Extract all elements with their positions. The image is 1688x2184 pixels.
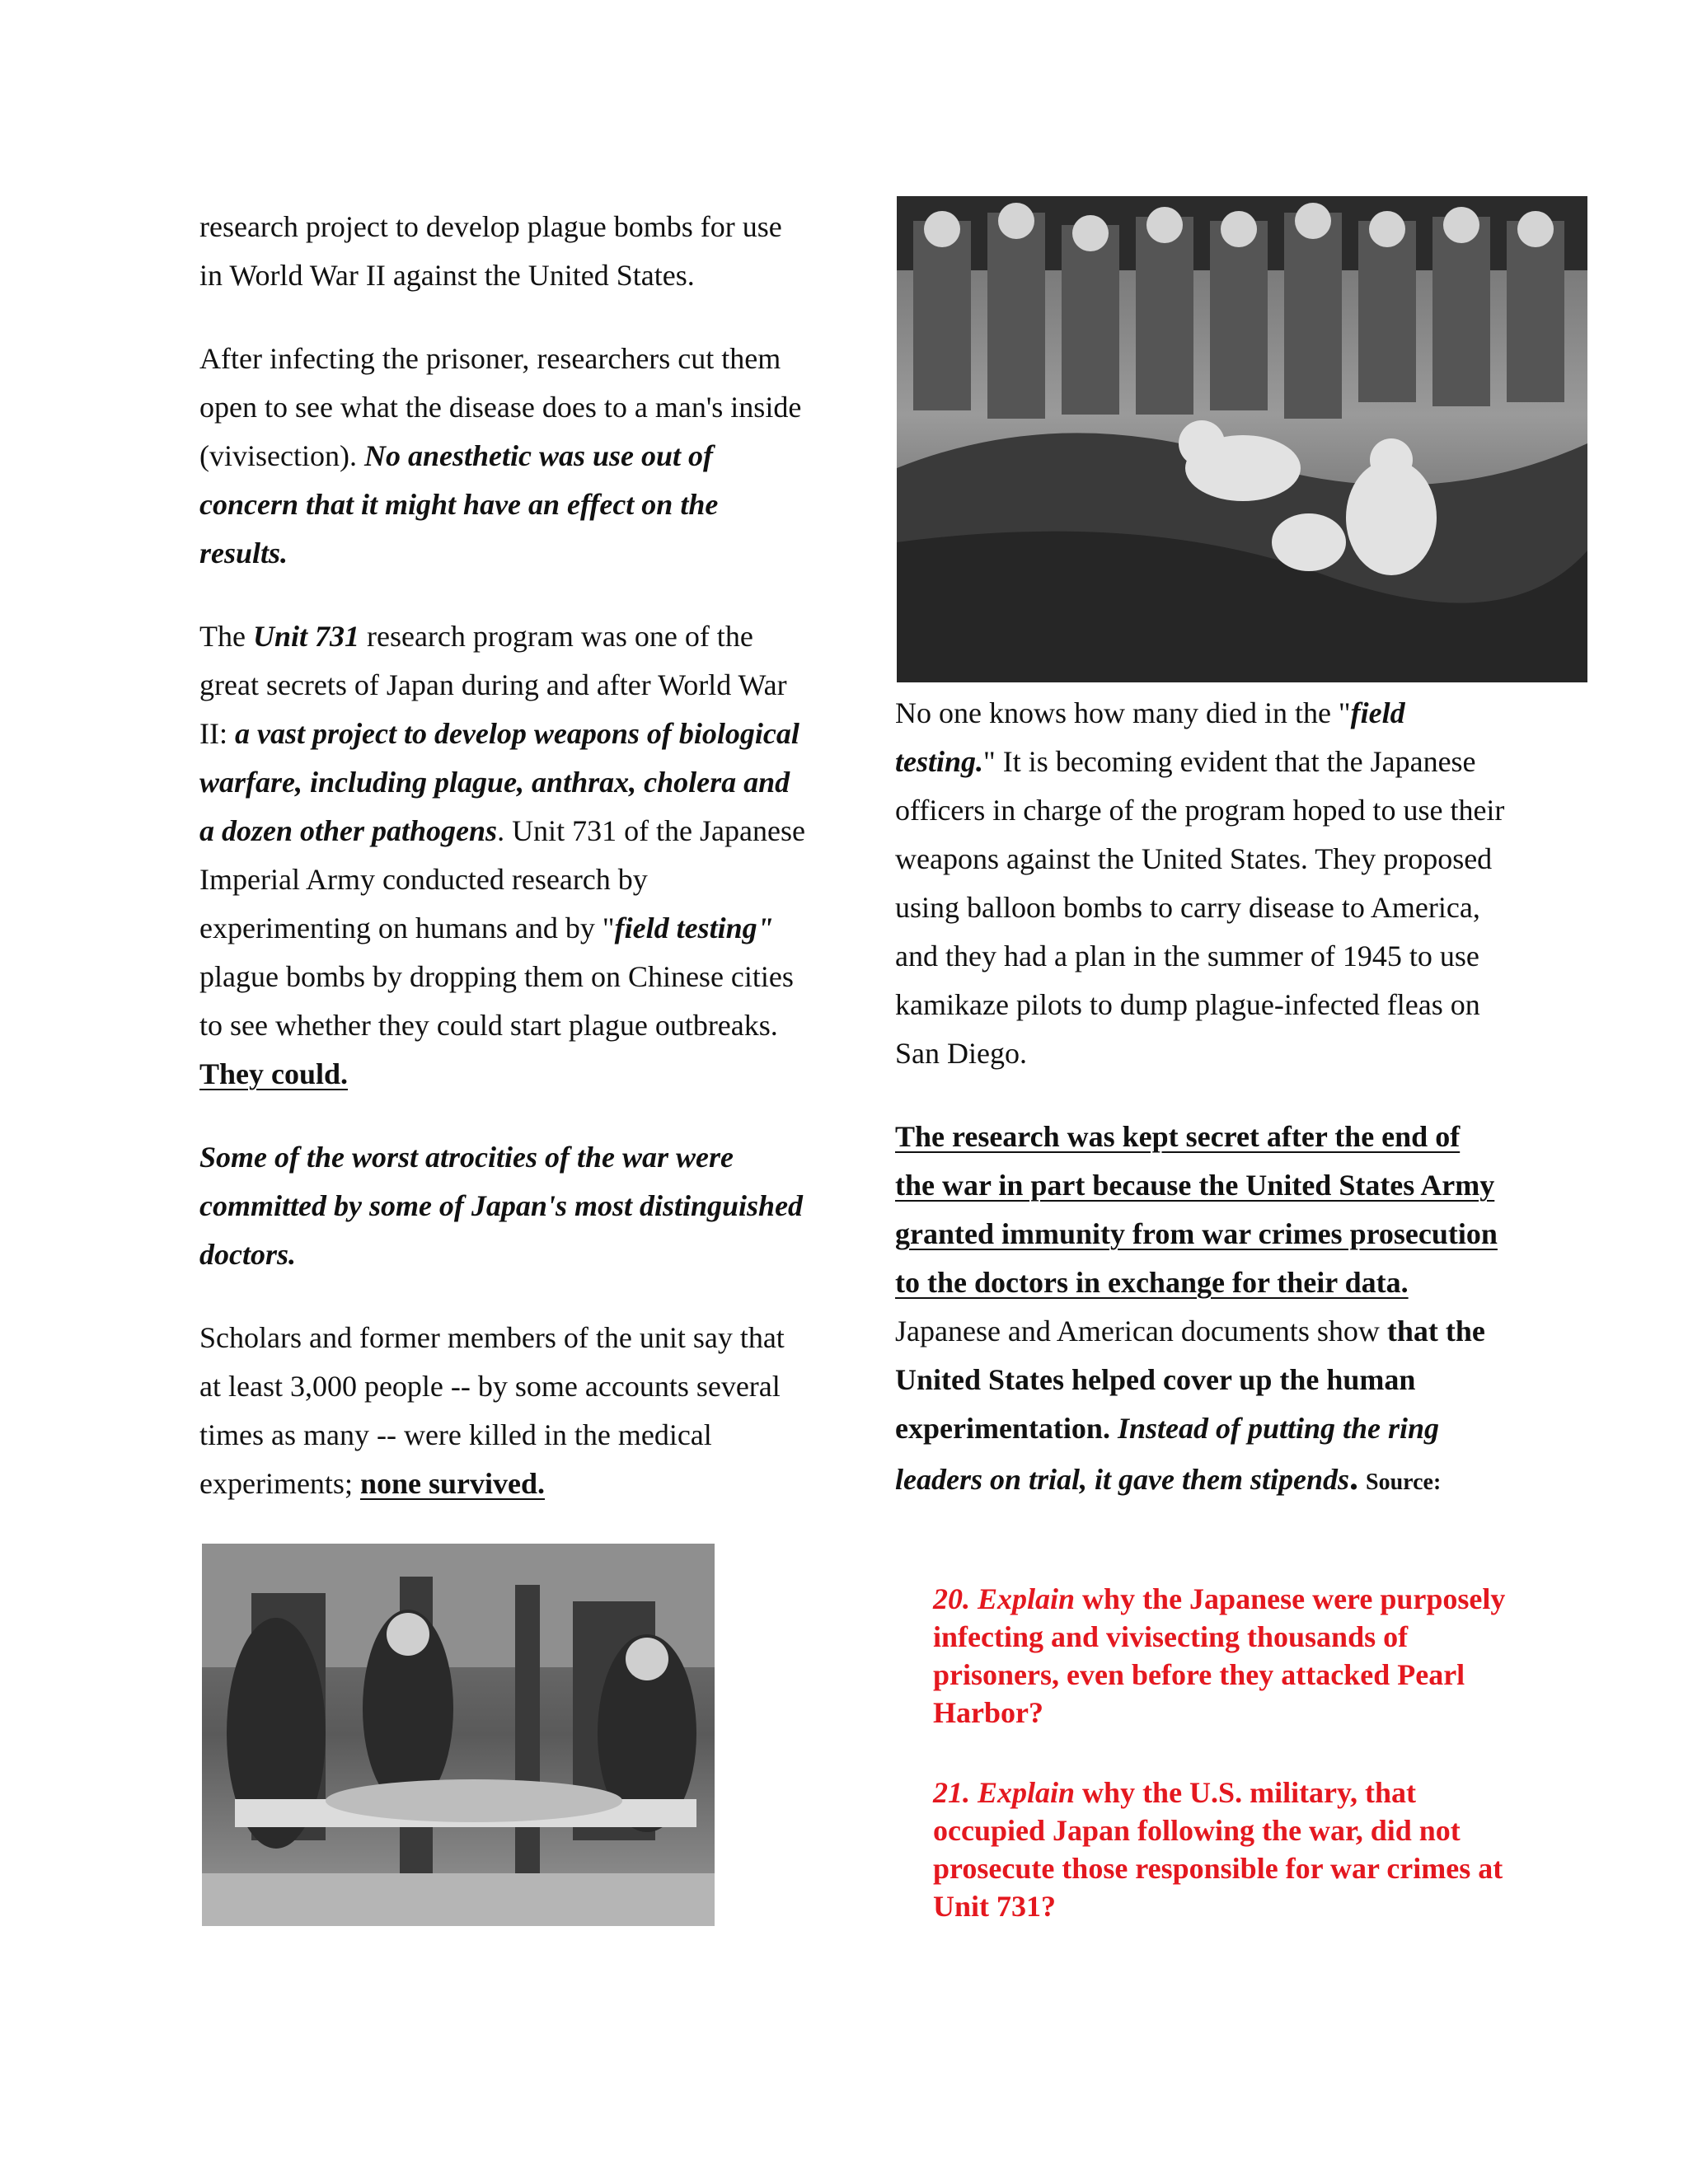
source-label: Source: — [1366, 1469, 1442, 1495]
unit-intro-text: The — [199, 620, 253, 653]
stipends-period: . — [1349, 1457, 1359, 1497]
field-testing-photo-art — [897, 196, 1587, 682]
imperial-army-text: . Unit 731 of the Japanese Imperial Army conducted research by experimenting on humans and by " — [199, 814, 805, 944]
bioweapons-emphasis: a vast project to develop weapons of biological warfare, including plague, anthrax, cholera and a dozen other pathogens — [199, 717, 799, 847]
none-survived-emphasis: none survived. — [359, 1467, 545, 1500]
left-paragraph-5 — [199, 1314, 809, 1508]
balloon-bombs-text: " It is becoming evident that the Japanese officers in charge of the program hoped to use their weapons against the United States. They proposed using balloon bombs to carry disease to America, and they had a plan in the summer of 1945 to use kamikaze pilots to dump plague-infected fleas on San Diego. — [895, 745, 1505, 1070]
question-20-text: why the Japanese were purposely infecting and vivisecting thousands of prisoners, even before they attacked Pearl Harbor? — [933, 1582, 1506, 1729]
they-could-emphasis: They could. — [199, 1057, 349, 1090]
left-paragraph-4: Some of the worst atrocities of the war were committed by some of Japan's most distinguished doctors. — [199, 1141, 804, 1271]
question-20-verb: Explain — [978, 1582, 1076, 1615]
right-paragraph-2 — [895, 1113, 1505, 1507]
field-testing-photo — [897, 196, 1587, 682]
secret-program-text: research program was one of the great secrets of Japan during and after World War II: — [199, 620, 787, 750]
plague-outbreaks-text: plague bombs by dropping them on Chinese cities to see whether they could start plague outbreaks. — [199, 960, 794, 1042]
question-21-number: 21. — [933, 1776, 970, 1809]
cover-up-emphasis: that the United States helped cover up the human experimentation. — [895, 1315, 1485, 1445]
question-20 — [933, 1580, 1526, 1732]
right-paragraph-1 — [895, 689, 1505, 1078]
documents-text: Japanese and American documents show — [895, 1315, 1387, 1347]
left-paragraph-3 — [199, 612, 809, 1099]
unit-731-emphasis: Unit 731 — [252, 620, 359, 653]
left-column — [199, 203, 809, 1508]
stretcher-photo-art — [202, 1544, 715, 1926]
question-21-text: why the U.S. military, that occupied Japan following the war, did not prosecute those responsible for war crimes at Unit 731? — [933, 1776, 1503, 1923]
question-20-number: 20. — [933, 1582, 970, 1615]
killed-count-text: Scholars and former members of the unit say that at least 3,000 people -- by some accounts several times as many -- were killed in the medical experiments; — [199, 1321, 785, 1500]
field-testing-emphasis: field testing" — [614, 912, 774, 944]
stipends-emphasis: Instead of putting the ring leaders on trial, it gave them stipends — [895, 1412, 1440, 1496]
question-21 — [933, 1774, 1526, 1925]
right-column — [895, 689, 1505, 1507]
vivisection-text: After infecting the prisoner, researchers cut them open to see what the disease does to a man's inside (vivisection). — [199, 342, 802, 472]
field-testing-emphasis-right: field testing. — [895, 696, 1405, 778]
anesthetic-emphasis: No anesthetic was use out of concern that it might have an effect on the results. — [199, 439, 719, 569]
stretcher-photo — [202, 1544, 715, 1926]
left-paragraph-1: research project to develop plague bombs for use in World War II against the United States. — [199, 210, 782, 292]
immunity-emphasis: The research was kept secret after the end of the war in part because the United States Army granted immunity from war crimes prosecution to the doctors in exchange for their data. — [895, 1120, 1498, 1299]
field-testing-intro: No one knows how many died in the " — [895, 696, 1351, 729]
question-21-verb: Explain — [978, 1776, 1076, 1809]
left-paragraph-2 — [199, 335, 809, 578]
